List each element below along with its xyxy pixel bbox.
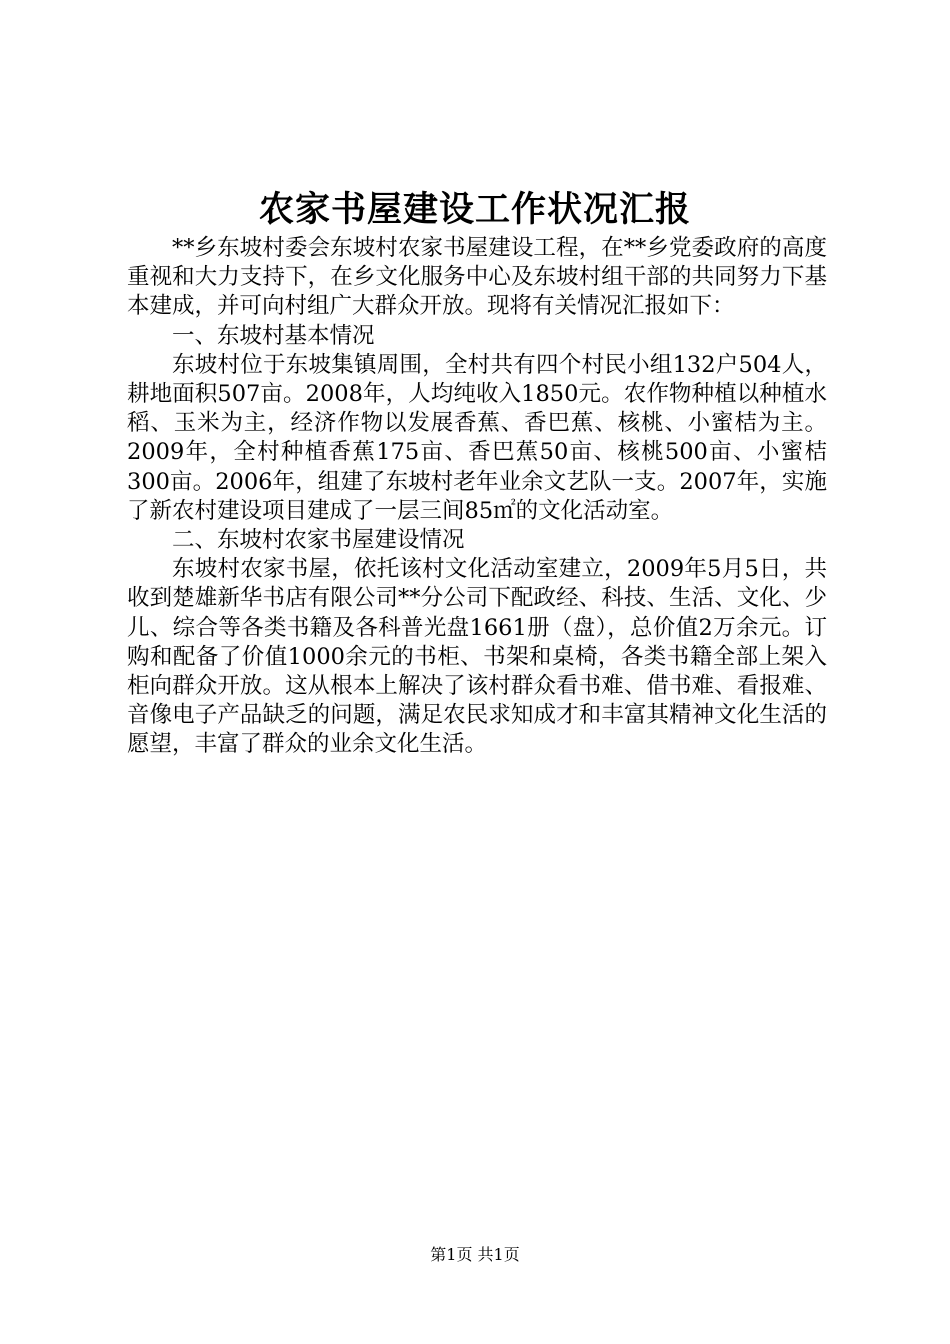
document-body	[127, 234, 827, 760]
paragraph-basic-info: 东坡村位于东坡集镇周围，全村共有四个村民小组132户504人，耕地面积507亩。2008年，人均纯收入1850元。农作物种植以种植水稻、玉米为主，经济作物以发展香蕉、香巴蕉、核桃、小蜜桔为主。2009年，全村种植香蕉175亩、香巴蕉50亩、核桃500亩、小蜜桔300亩。2006年，组建了东坡村老年业余文艺队一支。2007年，实施了新农村建设项目建成了一层三间85㎡的文化活动室。	[127, 351, 827, 524]
section-heading-bookroom: 二、东坡村农家书屋建设情况	[172, 527, 465, 554]
document-title: 农家书屋建设工作状况汇报	[258, 189, 691, 230]
page-footer: 第1页 共1页	[430, 1245, 520, 1264]
paragraph-intro: **乡东坡村委会东坡村农家书屋建设工程，在**乡党委政府的高度重视和大力支持下，在乡文化服务中心及东坡村组干部的共同努力下基本建成，并可向村组广大群众开放。现将有关情况汇报如下：	[127, 235, 827, 320]
section-heading-basic-info: 一、东坡村基本情况	[172, 322, 375, 349]
paragraph-bookroom: 东坡村农家书屋，依托该村文化活动室建立，2009年5月5日，共收到楚雄新华书店有限公司**分公司下配政经、科技、生活、文化、少儿、综合等各类书籍及各科普光盘1661册（盘），总价值2万余元。订购和配备了价值1000余元的书柜、书架和桌椅，各类书籍全部上架入柜向群众开放。这从根本上解决了该村群众看书难、借书难、看报难、音像电子产品缺乏的问题，满足农民求知成才和丰富其精神文化生活的愿望，丰富了群众的业余文化生活。	[127, 556, 827, 758]
